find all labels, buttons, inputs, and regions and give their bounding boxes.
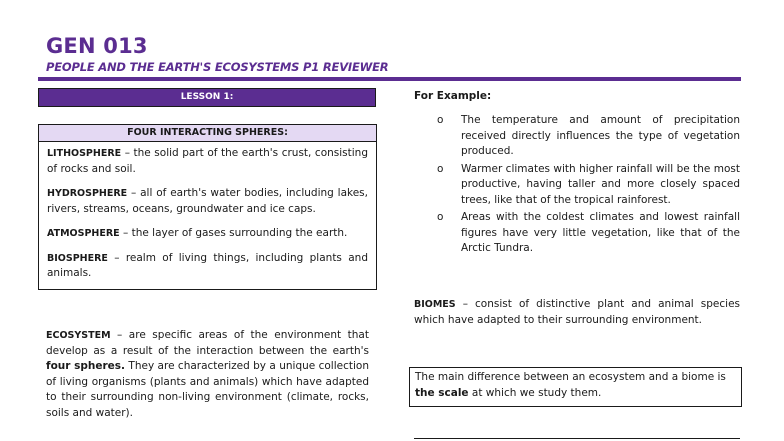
- atmosphere-text: – the layer of gases surrounding the earth.: [119, 227, 348, 239]
- lithosphere-definition: [47, 146, 368, 177]
- list-item: [436, 162, 740, 209]
- hydrosphere-text: – all of earth's water bodies, including lakes, rivers, streams, oceans, groundwater and ice caps.: [47, 187, 368, 215]
- lithosphere-term: LITHOSPHERE: [47, 148, 122, 159]
- header-divider: [38, 77, 741, 81]
- example-label: For Example:: [414, 90, 492, 102]
- atmosphere-definition: [47, 226, 368, 242]
- list-item: [436, 113, 740, 160]
- ecosystem-text-after: They are characterized by a unique collection of living organisms (plants and animals) which have adapted to their surrounding non-living environment (climate, rocks, soils and water).: [46, 360, 369, 419]
- ecosystem-emphasis: four spheres.: [46, 360, 126, 372]
- difference-text-after: at which we study them.: [468, 386, 602, 399]
- bullet-icon: o: [437, 211, 444, 223]
- biomes-term: BIOMES: [414, 299, 456, 310]
- difference-box: [409, 367, 742, 407]
- biosphere-definition: [47, 251, 368, 282]
- example-text: Warmer climates with higher rainfall will be the most productive, having taller and more closely spaced trees, like that of the tropical rainforest.: [461, 162, 740, 206]
- four-spheres-heading: FOUR INTERACTING SPHERES:: [39, 125, 376, 142]
- hydrosphere-term: HYDROSPHERE: [47, 188, 128, 199]
- ecosystem-text-before: – are specific areas of the environment that develop as a result of the interaction between the earth's: [46, 329, 369, 357]
- four-spheres-body: [39, 142, 376, 282]
- difference-emphasis: the scale: [415, 386, 469, 399]
- example-text: Areas with the coldest climates and lowest rainfall figures have very little vegetation, like that of the Arctic Tundra.: [461, 211, 740, 254]
- biosphere-term: BIOSPHERE: [47, 252, 108, 264]
- biosphere-text: – realm of living things, including plants and animals.: [47, 251, 368, 279]
- four-spheres-box: [38, 124, 377, 290]
- hydrosphere-definition: [47, 186, 368, 217]
- document-title: GEN 013: [46, 34, 148, 58]
- difference-text-before: The main difference between an ecosystem and a biome is: [415, 371, 726, 383]
- list-item: [436, 210, 740, 257]
- ecosystem-term: ECOSYSTEM: [46, 330, 111, 341]
- lithosphere-text: – the solid part of the earth's crust, consisting of rocks and soil.: [47, 147, 368, 175]
- bottom-divider: [414, 438, 740, 439]
- document-subtitle: PEOPLE AND THE EARTH'S ECOSYSTEMS P1 REVIEWER: [46, 60, 389, 74]
- example-list: [436, 113, 740, 259]
- atmosphere-term: ATMOSPHERE: [47, 228, 120, 239]
- ecosystem-definition: [46, 328, 369, 421]
- biomes-definition: [414, 297, 740, 328]
- bullet-icon: o: [437, 162, 444, 175]
- example-text: The temperature and amount of precipitation received directly influences the type of vegetation produced.: [461, 114, 740, 157]
- lesson-heading: LESSON 1:: [38, 88, 376, 107]
- bullet-icon: o: [437, 114, 444, 126]
- biomes-text: – consist of distinctive plant and animal species which have adapted to their surrounding environment.: [414, 298, 740, 326]
